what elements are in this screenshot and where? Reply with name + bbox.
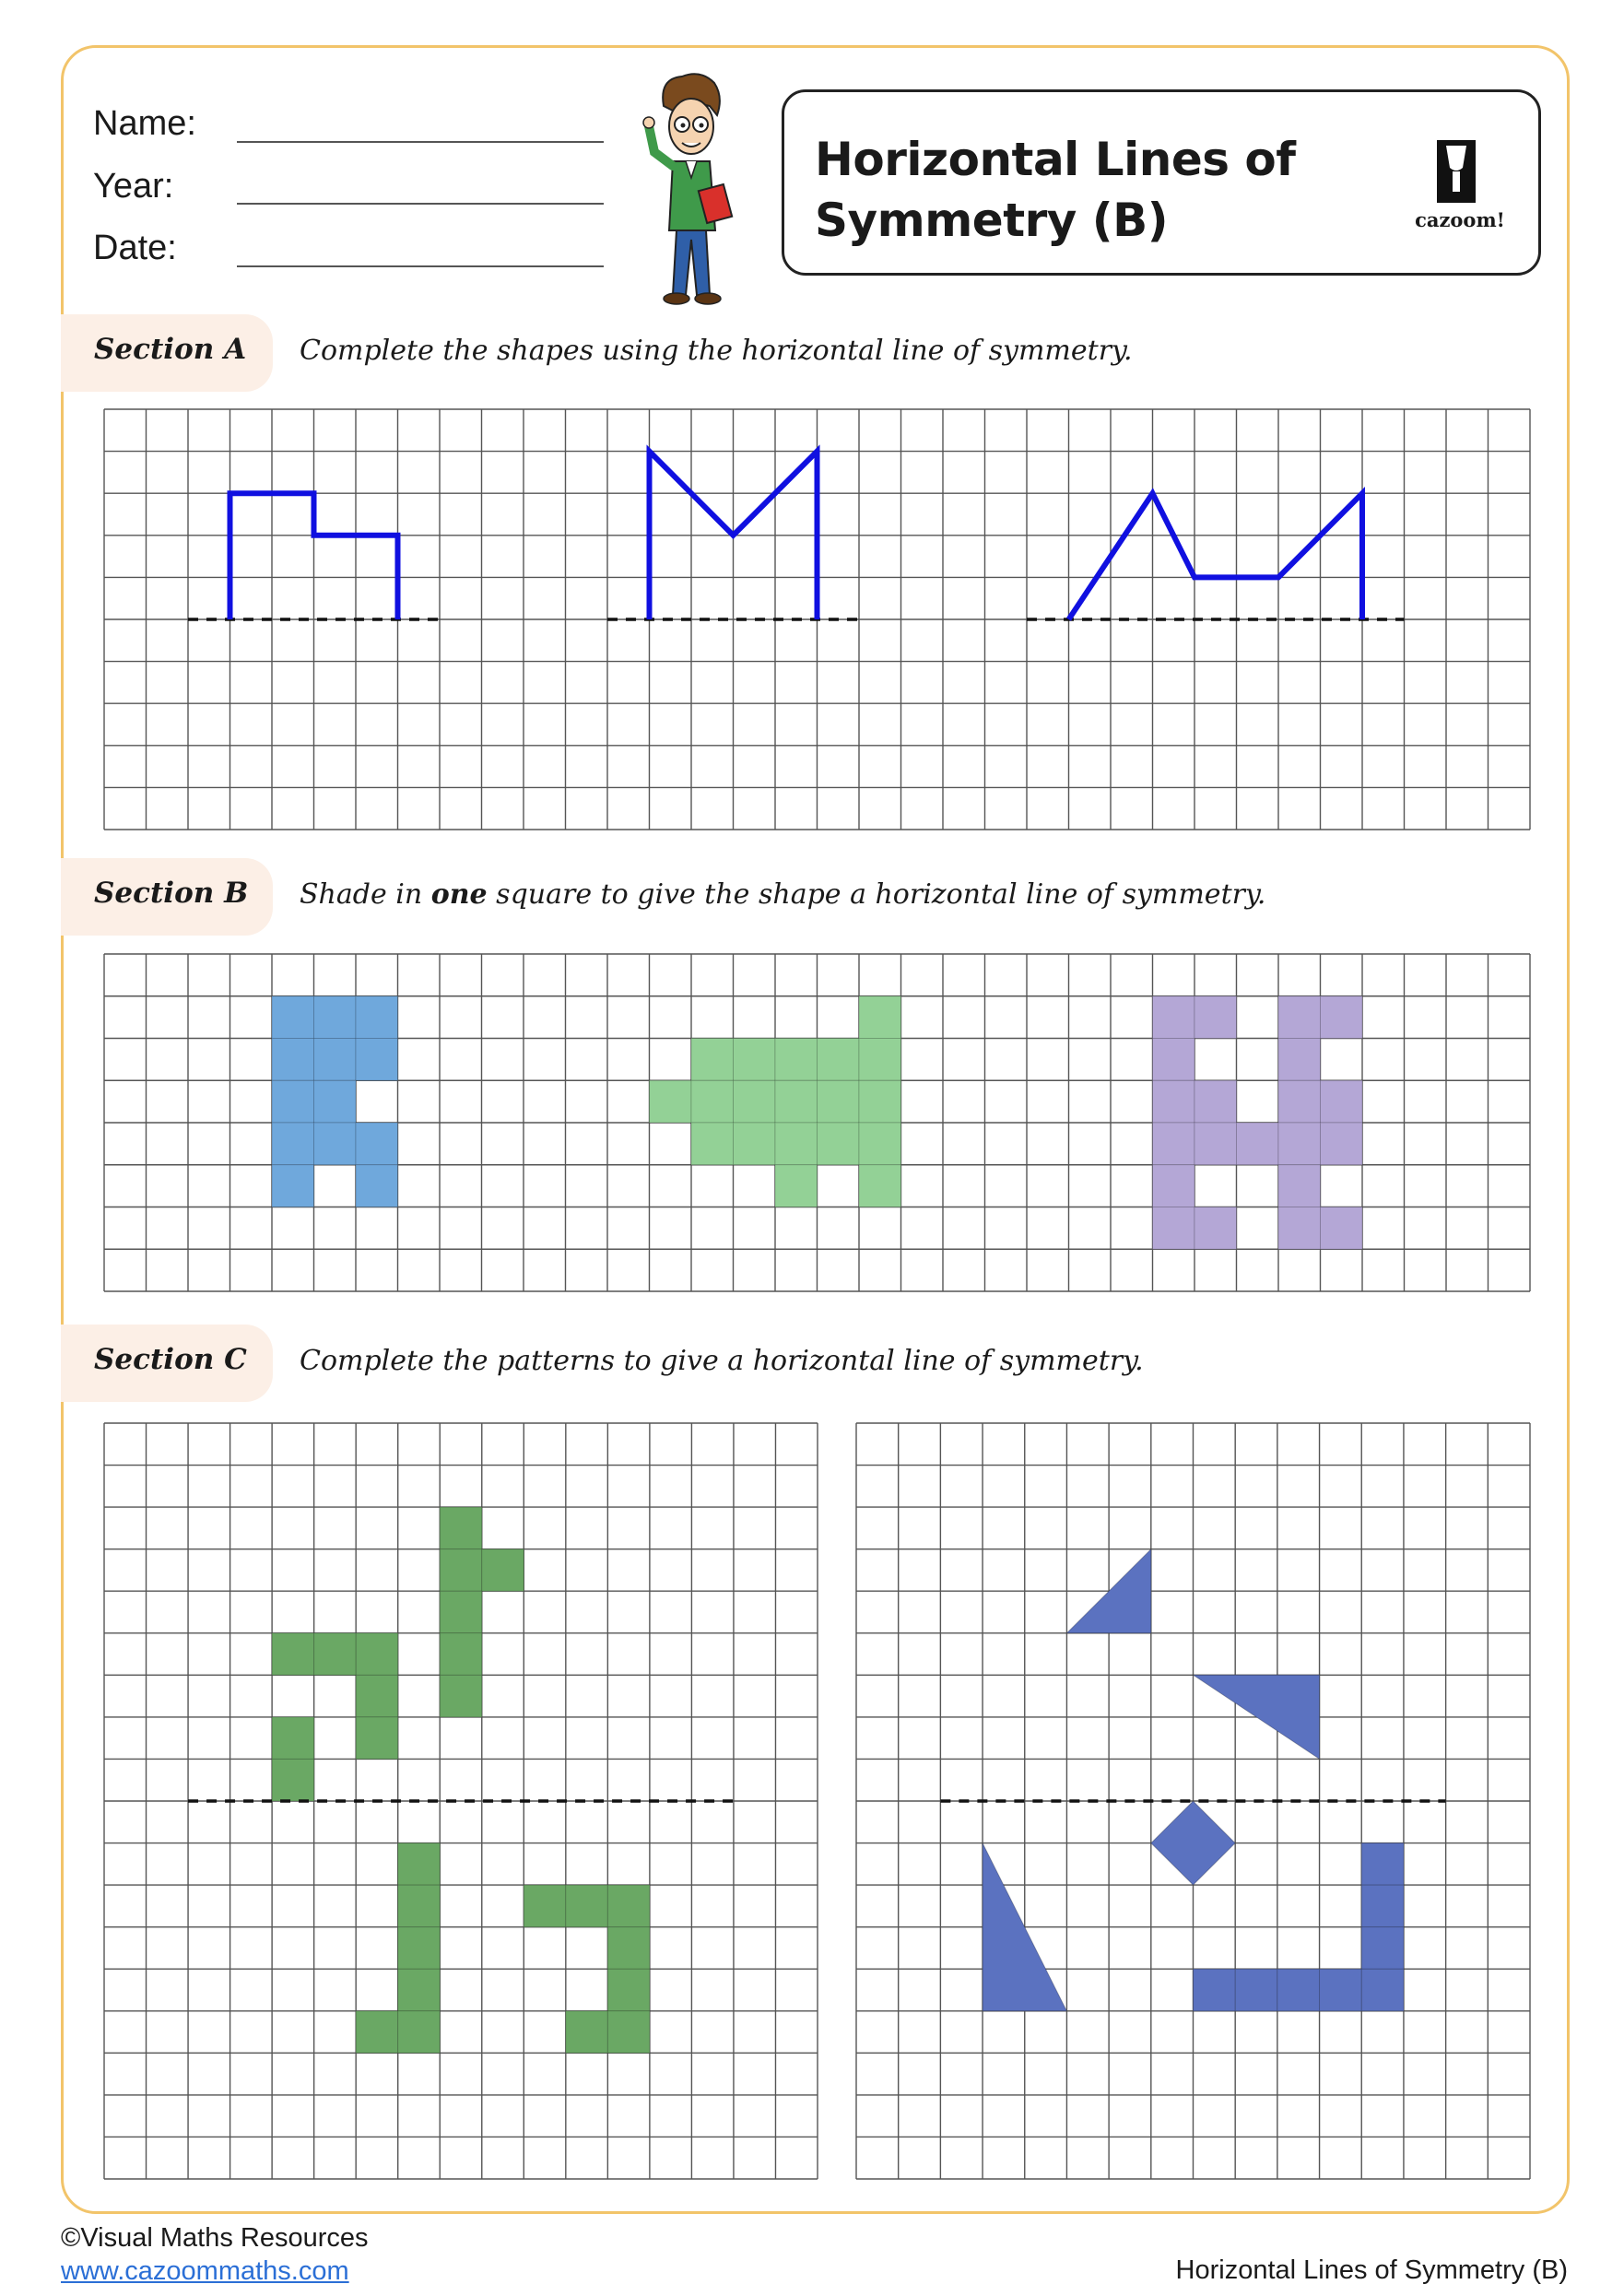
shape-3-cell bbox=[1194, 996, 1237, 1039]
shape-2-cell bbox=[734, 1039, 776, 1081]
shape-1-cell bbox=[356, 1165, 398, 1207]
pattern-1-cell bbox=[356, 2011, 398, 2054]
shape-3-cell bbox=[1278, 1123, 1321, 1165]
section-b-grid[interactable] bbox=[104, 954, 1530, 1291]
shape-3-cell bbox=[1153, 996, 1195, 1039]
footer-title: Horizontal Lines of Symmetry (B) bbox=[1175, 2255, 1568, 2285]
shape-1-cell bbox=[356, 1123, 398, 1165]
cazoom-logo-text: cazoom! bbox=[1415, 208, 1505, 231]
shape-1-cell bbox=[314, 996, 357, 1039]
pattern-1-cell bbox=[440, 1633, 482, 1676]
pattern-1-cell bbox=[272, 1633, 314, 1676]
pattern-1-cell bbox=[482, 1549, 524, 1592]
shape-3-cell bbox=[1194, 1080, 1237, 1123]
section-b-instruction-post: square to give the shape a horizontal line of symmetry. bbox=[487, 878, 1266, 911]
pattern-2-diamond bbox=[1151, 1801, 1235, 1885]
shape-3-cell bbox=[1194, 1207, 1237, 1250]
shape-3-outline bbox=[1069, 493, 1363, 619]
pattern-1-cell bbox=[272, 1759, 314, 1801]
pattern-1-cell bbox=[607, 2011, 650, 2054]
shape-2-cell bbox=[650, 1080, 692, 1123]
shape-3-cell bbox=[1153, 1080, 1195, 1123]
shape-2-cell bbox=[818, 1039, 860, 1081]
shape-1-cell bbox=[272, 1165, 314, 1207]
shape-2-cell bbox=[818, 1080, 860, 1123]
title-box bbox=[782, 89, 1541, 276]
shape-3-cell bbox=[1194, 1123, 1237, 1165]
shape-2-cell bbox=[859, 1123, 901, 1165]
pattern-2-cell bbox=[1277, 1969, 1320, 2011]
pattern-2-cell bbox=[1361, 1843, 1404, 1886]
shape-2-cell bbox=[691, 1039, 734, 1081]
shape-2-cell bbox=[775, 1123, 818, 1165]
shape-3-cell bbox=[1153, 1123, 1195, 1165]
shape-1-cell bbox=[314, 1080, 357, 1123]
year-label: Year: bbox=[93, 167, 174, 206]
section-c-tab bbox=[61, 1325, 273, 1402]
teacher-illustration bbox=[636, 69, 747, 309]
pattern-1-cell bbox=[398, 2011, 441, 2054]
pattern-1-cell bbox=[398, 1843, 441, 1886]
section-c-right-grid[interactable] bbox=[856, 1423, 1530, 2179]
worksheet-title: Horizontal Lines of Symmetry (B) bbox=[815, 133, 1296, 247]
pattern-1-cell bbox=[607, 1969, 650, 2011]
pattern-1-cell bbox=[440, 1507, 482, 1549]
shape-3-cell bbox=[1153, 1207, 1195, 1250]
pattern-1-cell bbox=[398, 1885, 441, 1927]
cazoom-logo-icon bbox=[1437, 140, 1476, 203]
pattern-2-cell bbox=[1361, 1927, 1404, 1970]
shape-2-cell bbox=[859, 996, 901, 1039]
pattern-2-cell bbox=[1361, 1969, 1404, 2011]
footer-link[interactable]: www.cazoommaths.com bbox=[61, 2256, 349, 2286]
section-a-label: Section A bbox=[94, 333, 247, 366]
pattern-1-cell bbox=[524, 1885, 566, 1927]
pattern-1-cell bbox=[356, 1717, 398, 1760]
shape-2-cell bbox=[734, 1123, 776, 1165]
pattern-1-cell bbox=[398, 1927, 441, 1970]
section-b-tab bbox=[61, 858, 273, 936]
shape-3-cell bbox=[1278, 1207, 1321, 1250]
shape-3-cell bbox=[1153, 1165, 1195, 1207]
pattern-2-cell bbox=[1194, 1969, 1236, 2011]
shape-3-cell bbox=[1278, 1165, 1321, 1207]
shape-3-cell bbox=[1321, 1207, 1363, 1250]
section-c-left-grid[interactable] bbox=[104, 1423, 818, 2179]
shape-2-cell bbox=[691, 1123, 734, 1165]
date-field[interactable] bbox=[237, 265, 604, 267]
shape-2-cell bbox=[818, 1123, 860, 1165]
shape-2-cell bbox=[859, 1165, 901, 1207]
pattern-1-cell bbox=[440, 1675, 482, 1717]
shape-2-cell bbox=[775, 1165, 818, 1207]
shape-3-cell bbox=[1278, 1080, 1321, 1123]
shape-3-cell bbox=[1278, 1039, 1321, 1081]
pattern-1-cell bbox=[607, 1927, 650, 1970]
shape-1-cell bbox=[272, 1080, 314, 1123]
pattern-1-cell bbox=[607, 1885, 650, 1927]
section-a-tab bbox=[61, 314, 273, 392]
shape-2-cell bbox=[859, 1039, 901, 1081]
pattern-2-cell bbox=[1320, 1969, 1362, 2011]
section-a-instruction: Complete the shapes using the horizontal line of symmetry. bbox=[300, 335, 1133, 367]
pattern-1-cell bbox=[356, 1675, 398, 1717]
date-label: Date: bbox=[93, 229, 177, 267]
shape-3-cell bbox=[1321, 1080, 1363, 1123]
shape-3-cell bbox=[1321, 1123, 1363, 1165]
shape-3-cell bbox=[1321, 996, 1363, 1039]
shape-1-cell bbox=[272, 1039, 314, 1081]
pattern-1-cell bbox=[356, 1633, 398, 1676]
pattern-1-cell bbox=[398, 1969, 441, 2011]
section-c-label: Section C bbox=[94, 1343, 247, 1376]
shape-1-cell bbox=[314, 1039, 357, 1081]
shape-3-cell bbox=[1237, 1123, 1279, 1165]
shape-2-cell bbox=[859, 1080, 901, 1123]
shape-2-cell bbox=[775, 1080, 818, 1123]
shape-2-cell bbox=[691, 1080, 734, 1123]
pattern-1-cell bbox=[566, 2011, 608, 2054]
pattern-1-cell bbox=[440, 1591, 482, 1633]
section-b-instruction-bold: one bbox=[430, 878, 488, 911]
pattern-1-cell bbox=[272, 1717, 314, 1760]
pattern-1-cell bbox=[566, 1885, 608, 1927]
shape-1-cell bbox=[272, 996, 314, 1039]
section-a-grid[interactable] bbox=[104, 409, 1530, 830]
shape-1-cell bbox=[356, 1039, 398, 1081]
shape-3-cell bbox=[1153, 1039, 1195, 1081]
shape-3-cell bbox=[1278, 996, 1321, 1039]
shape-2-cell bbox=[734, 1080, 776, 1123]
year-field[interactable] bbox=[237, 203, 604, 205]
name-label: Name: bbox=[93, 104, 196, 143]
shape-1-cell bbox=[272, 1123, 314, 1165]
name-field[interactable] bbox=[237, 141, 604, 143]
footer-copyright: ©Visual Maths Resources bbox=[61, 2223, 369, 2253]
pattern-2-cell bbox=[1361, 1885, 1404, 1927]
shape-2-cell bbox=[775, 1039, 818, 1081]
shape-1-cell bbox=[314, 1123, 357, 1165]
section-c-instruction: Complete the patterns to give a horizontal line of symmetry. bbox=[300, 1345, 1144, 1377]
pattern-1-cell bbox=[314, 1633, 357, 1676]
pattern-2-cell bbox=[1235, 1969, 1277, 2011]
pattern-1-cell bbox=[440, 1549, 482, 1592]
section-b-instruction bbox=[300, 878, 1265, 911]
section-b-instruction-pre: Shade in bbox=[300, 878, 431, 911]
section-b-label: Section B bbox=[94, 877, 249, 910]
shape-1-cell bbox=[356, 996, 398, 1039]
